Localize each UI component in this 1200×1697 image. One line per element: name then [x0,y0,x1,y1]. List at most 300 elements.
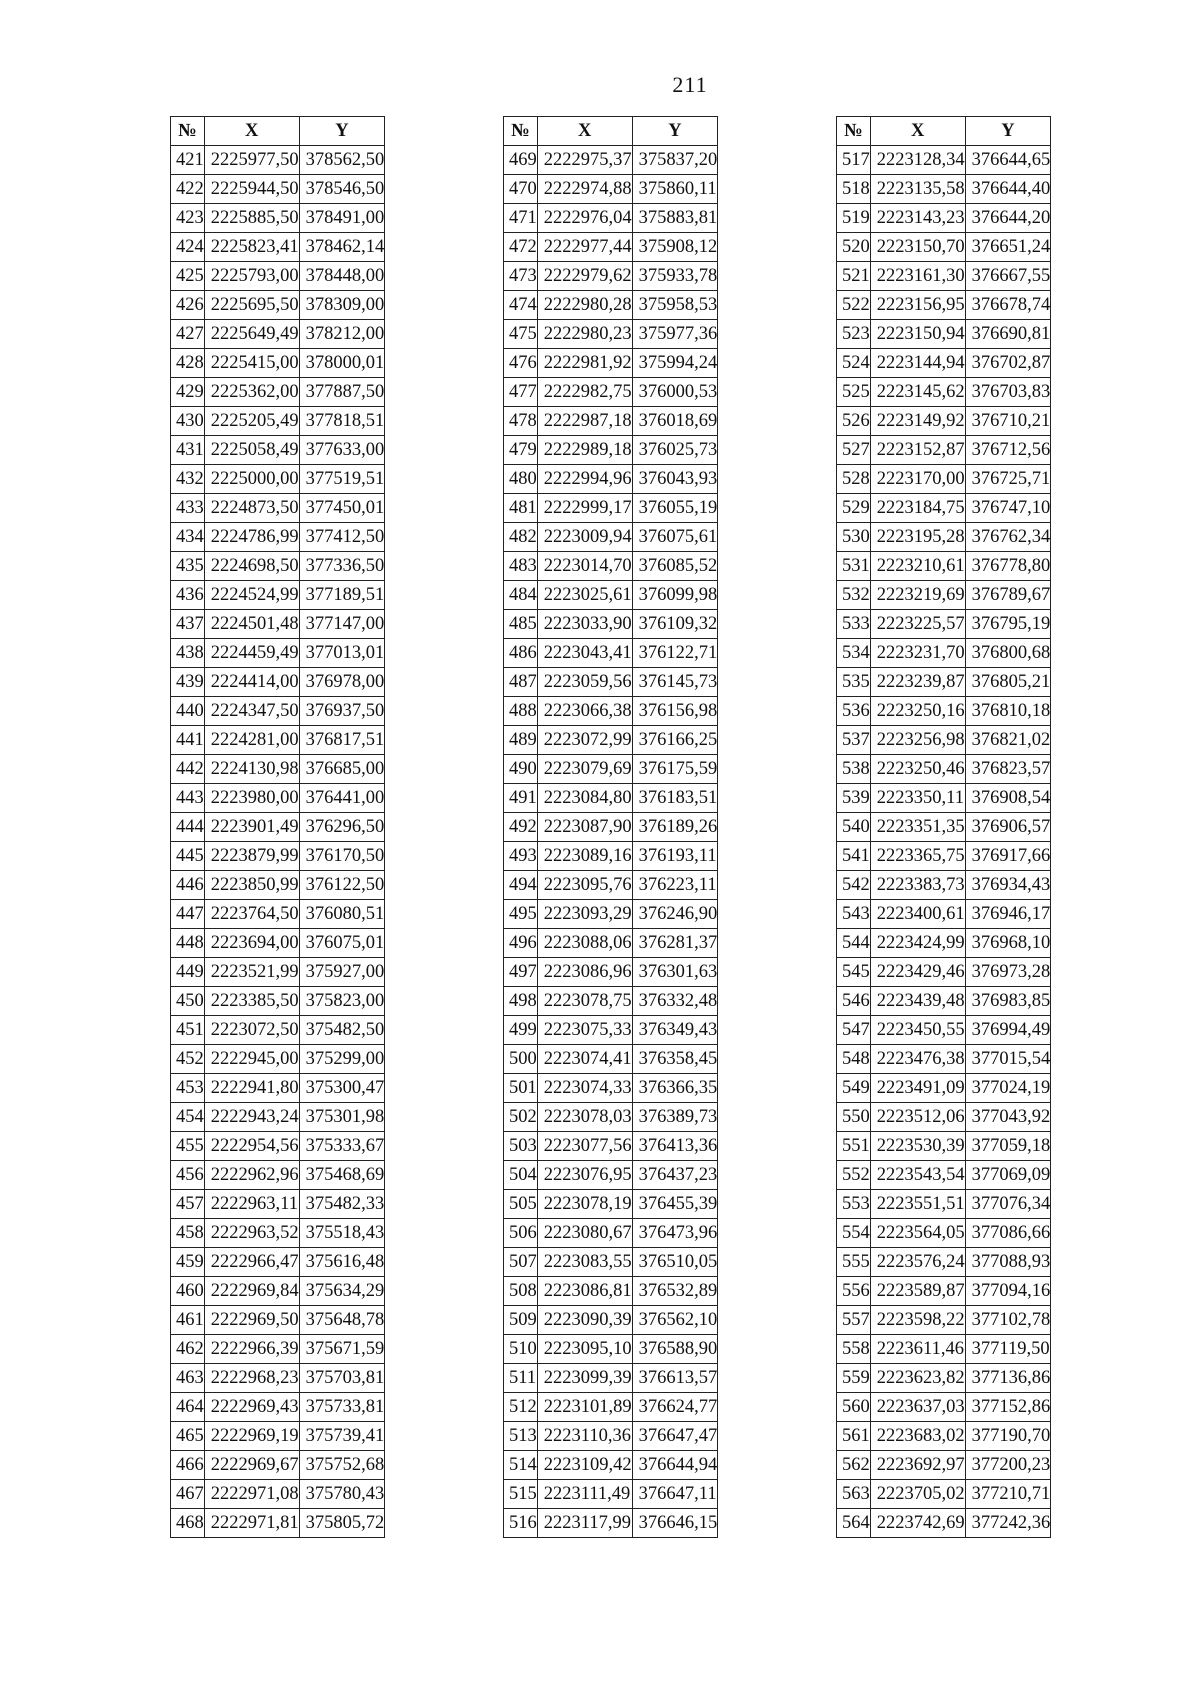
point-number: 531 [837,552,871,581]
y-coordinate: 376000,53 [632,378,718,407]
y-coordinate: 376817,51 [299,726,385,755]
y-coordinate: 376934,43 [965,871,1051,900]
point-number: 556 [837,1277,871,1306]
x-coordinate: 2223080,67 [537,1219,632,1248]
y-coordinate: 376055,19 [632,494,718,523]
y-coordinate: 376246,90 [632,900,718,929]
x-coordinate: 2223429,46 [870,958,965,987]
point-number: 545 [837,958,871,987]
table-row [171,1480,385,1509]
table-row [837,784,1051,813]
x-coordinate: 2223742,69 [870,1509,965,1538]
x-coordinate: 2223980,00 [204,784,299,813]
table-row [504,204,718,233]
table-row [837,929,1051,958]
point-number: 502 [504,1103,538,1132]
x-coordinate: 2225649,49 [204,320,299,349]
y-coordinate: 376800,68 [965,639,1051,668]
point-number: 504 [504,1161,538,1190]
x-coordinate: 2222969,43 [204,1393,299,1422]
x-coordinate: 2222981,92 [537,349,632,378]
y-coordinate: 378448,00 [299,262,385,291]
y-coordinate: 376946,17 [965,900,1051,929]
x-coordinate: 2223225,57 [870,610,965,639]
y-coordinate: 376646,15 [632,1509,718,1538]
x-coordinate: 2225415,00 [204,349,299,378]
point-number: 425 [171,262,205,291]
y-coordinate: 378000,01 [299,349,385,378]
x-coordinate: 2222971,81 [204,1509,299,1538]
table-row [504,813,718,842]
point-number: 447 [171,900,205,929]
table-row [171,1306,385,1335]
x-coordinate: 2225944,50 [204,175,299,204]
table-row [837,1219,1051,1248]
point-number: 549 [837,1074,871,1103]
point-number: 479 [504,436,538,465]
x-coordinate: 2225362,00 [204,378,299,407]
y-coordinate: 378546,50 [299,175,385,204]
table-row [171,726,385,755]
point-number: 460 [171,1277,205,1306]
y-coordinate: 376703,83 [965,378,1051,407]
table-row [504,1422,718,1451]
x-coordinate: 2223195,28 [870,523,965,552]
y-coordinate: 376099,98 [632,581,718,610]
table-row [171,552,385,581]
x-coordinate: 2223184,75 [870,494,965,523]
page-number: 211 [672,72,708,97]
y-coordinate: 375733,81 [299,1393,385,1422]
table-row [171,1190,385,1219]
coordinate-table-2 [503,116,718,1538]
table-row [837,987,1051,1016]
y-coordinate: 375616,48 [299,1248,385,1277]
point-number: 539 [837,784,871,813]
x-coordinate: 2222945,00 [204,1045,299,1074]
x-coordinate: 2223256,98 [870,726,965,755]
x-coordinate: 2225977,50 [204,146,299,175]
table-row [171,1422,385,1451]
table-row [504,407,718,436]
point-number: 516 [504,1509,538,1538]
x-coordinate: 2223077,56 [537,1132,632,1161]
x-coordinate: 2224786,99 [204,523,299,552]
table-row [837,1190,1051,1219]
y-coordinate: 376725,71 [965,465,1051,494]
x-coordinate: 2223576,24 [870,1248,965,1277]
table-row [504,581,718,610]
point-number: 436 [171,581,205,610]
point-number: 560 [837,1393,871,1422]
point-number: 467 [171,1480,205,1509]
table-row [837,262,1051,291]
table-row [837,697,1051,726]
x-coordinate: 2223025,61 [537,581,632,610]
point-number: 486 [504,639,538,668]
x-coordinate: 2223694,00 [204,929,299,958]
y-coordinate: 375482,50 [299,1016,385,1045]
x-coordinate: 2225058,49 [204,436,299,465]
point-number: 520 [837,233,871,262]
x-coordinate: 2223239,87 [870,668,965,697]
header-x: X [204,117,299,146]
x-coordinate: 2223149,92 [870,407,965,436]
table-row [171,668,385,697]
y-coordinate: 377102,78 [965,1306,1051,1335]
y-coordinate: 376762,34 [965,523,1051,552]
point-number: 422 [171,175,205,204]
coordinate-table-1 [170,116,385,1538]
point-number: 428 [171,349,205,378]
x-coordinate: 2223086,81 [537,1277,632,1306]
x-coordinate: 2223083,55 [537,1248,632,1277]
point-number: 536 [837,697,871,726]
x-coordinate: 2222954,56 [204,1132,299,1161]
table-row [504,1393,718,1422]
x-coordinate: 2222977,44 [537,233,632,262]
x-coordinate: 2225695,50 [204,291,299,320]
x-coordinate: 2222969,84 [204,1277,299,1306]
table-row [504,1335,718,1364]
point-number: 474 [504,291,538,320]
point-number: 463 [171,1364,205,1393]
x-coordinate: 2223135,58 [870,175,965,204]
point-number: 440 [171,697,205,726]
x-coordinate: 2223078,03 [537,1103,632,1132]
table-row [837,175,1051,204]
y-coordinate: 377024,19 [965,1074,1051,1103]
x-coordinate: 2222982,75 [537,378,632,407]
table-row [171,436,385,465]
y-coordinate: 376080,51 [299,900,385,929]
x-coordinate: 2223219,69 [870,581,965,610]
x-coordinate: 2223095,10 [537,1335,632,1364]
table-row [837,1103,1051,1132]
table-row [171,1364,385,1393]
point-number: 554 [837,1219,871,1248]
table-row [171,233,385,262]
table-row [171,842,385,871]
x-coordinate: 2222963,11 [204,1190,299,1219]
table-row [837,233,1051,262]
point-number: 485 [504,610,538,639]
table-row [837,755,1051,784]
x-coordinate: 2223066,38 [537,697,632,726]
y-coordinate: 376413,36 [632,1132,718,1161]
x-coordinate: 2223611,46 [870,1335,965,1364]
y-coordinate: 376906,57 [965,813,1051,842]
y-coordinate: 376122,71 [632,639,718,668]
table-row [837,639,1051,668]
x-coordinate: 2222999,17 [537,494,632,523]
x-coordinate: 2223351,35 [870,813,965,842]
table-row [837,1306,1051,1335]
x-coordinate: 2224281,00 [204,726,299,755]
point-number: 441 [171,726,205,755]
x-coordinate: 2225793,00 [204,262,299,291]
y-coordinate: 376170,50 [299,842,385,871]
point-number: 476 [504,349,538,378]
point-number: 462 [171,1335,205,1364]
y-coordinate: 376667,55 [965,262,1051,291]
table-row [504,523,718,552]
point-number: 526 [837,407,871,436]
point-number: 508 [504,1277,538,1306]
y-coordinate: 375927,00 [299,958,385,987]
table-row [504,1451,718,1480]
table-row [171,1045,385,1074]
y-coordinate: 376647,47 [632,1422,718,1451]
table-row [504,378,718,407]
point-number: 471 [504,204,538,233]
point-number: 512 [504,1393,538,1422]
point-number: 466 [171,1451,205,1480]
x-coordinate: 2223543,54 [870,1161,965,1190]
y-coordinate: 375837,20 [632,146,718,175]
x-coordinate: 2223250,16 [870,697,965,726]
x-coordinate: 2222962,96 [204,1161,299,1190]
table-row [171,204,385,233]
x-coordinate: 2223043,41 [537,639,632,668]
point-number: 537 [837,726,871,755]
point-number: 546 [837,987,871,1016]
point-number: 465 [171,1422,205,1451]
x-coordinate: 2223491,09 [870,1074,965,1103]
y-coordinate: 377152,86 [965,1393,1051,1422]
y-coordinate: 376175,59 [632,755,718,784]
y-coordinate: 377887,50 [299,378,385,407]
point-number: 490 [504,755,538,784]
point-number: 454 [171,1103,205,1132]
point-number: 421 [171,146,205,175]
x-coordinate: 2223111,49 [537,1480,632,1509]
point-number: 511 [504,1364,538,1393]
point-number: 443 [171,784,205,813]
point-number: 439 [171,668,205,697]
point-number: 544 [837,929,871,958]
y-coordinate: 376702,87 [965,349,1051,378]
table-row [171,378,385,407]
table-row [837,1480,1051,1509]
point-number: 495 [504,900,538,929]
point-number: 538 [837,755,871,784]
table-row [504,1364,718,1393]
y-coordinate: 377190,70 [965,1422,1051,1451]
point-number: 548 [837,1045,871,1074]
table-row [171,1509,385,1538]
point-number: 482 [504,523,538,552]
y-coordinate: 376937,50 [299,697,385,726]
table-row [171,1016,385,1045]
y-coordinate: 375518,43 [299,1219,385,1248]
point-number: 435 [171,552,205,581]
table-row [504,697,718,726]
point-number: 524 [837,349,871,378]
table-row [837,1016,1051,1045]
point-number: 489 [504,726,538,755]
y-coordinate: 375333,67 [299,1132,385,1161]
x-coordinate: 2224501,48 [204,610,299,639]
table-row [504,262,718,291]
x-coordinate: 2223109,42 [537,1451,632,1480]
y-coordinate: 376366,35 [632,1074,718,1103]
table-row [504,233,718,262]
x-coordinate: 2223705,02 [870,1480,965,1509]
x-coordinate: 2223637,03 [870,1393,965,1422]
header-y: Y [299,117,385,146]
point-number: 527 [837,436,871,465]
y-coordinate: 375300,47 [299,1074,385,1103]
table-row [504,1306,718,1335]
table-row [171,1393,385,1422]
x-coordinate: 2223250,46 [870,755,965,784]
y-coordinate: 377076,34 [965,1190,1051,1219]
x-coordinate: 2223014,70 [537,552,632,581]
table-row [171,1248,385,1277]
y-coordinate: 377059,18 [965,1132,1051,1161]
point-number: 552 [837,1161,871,1190]
y-coordinate: 376823,57 [965,755,1051,784]
x-coordinate: 2223850,99 [204,871,299,900]
x-coordinate: 2223078,75 [537,987,632,1016]
x-coordinate: 2222980,28 [537,291,632,320]
y-coordinate: 377147,00 [299,610,385,639]
y-coordinate: 377242,36 [965,1509,1051,1538]
x-coordinate: 2222979,62 [537,262,632,291]
y-coordinate: 377088,93 [965,1248,1051,1277]
x-coordinate: 2224524,99 [204,581,299,610]
x-coordinate: 2222963,52 [204,1219,299,1248]
y-coordinate: 377189,51 [299,581,385,610]
point-number: 446 [171,871,205,900]
point-number: 505 [504,1190,538,1219]
point-number: 470 [504,175,538,204]
table-row [171,523,385,552]
y-coordinate: 377015,54 [965,1045,1051,1074]
y-coordinate: 376301,63 [632,958,718,987]
y-coordinate: 376908,54 [965,784,1051,813]
point-number: 469 [504,146,538,175]
y-coordinate: 376562,10 [632,1306,718,1335]
x-coordinate: 2223009,94 [537,523,632,552]
x-coordinate: 2222968,23 [204,1364,299,1393]
y-coordinate: 377210,71 [965,1480,1051,1509]
y-coordinate: 376085,52 [632,552,718,581]
point-number: 496 [504,929,538,958]
table-row [504,1074,718,1103]
table-row [837,610,1051,639]
y-coordinate: 376358,45 [632,1045,718,1074]
point-number: 564 [837,1509,871,1538]
table-row [837,291,1051,320]
table-row [171,639,385,668]
table-row [171,465,385,494]
y-coordinate: 377136,86 [965,1364,1051,1393]
table-row [504,436,718,465]
y-coordinate: 375752,68 [299,1451,385,1480]
y-coordinate: 376223,11 [632,871,718,900]
y-coordinate: 376810,18 [965,697,1051,726]
x-coordinate: 2224459,49 [204,639,299,668]
table-row [837,842,1051,871]
point-number: 557 [837,1306,871,1335]
y-coordinate: 376795,19 [965,610,1051,639]
x-coordinate: 2222974,88 [537,175,632,204]
point-number: 529 [837,494,871,523]
x-coordinate: 2223059,56 [537,668,632,697]
y-coordinate: 376994,49 [965,1016,1051,1045]
table-row [504,1277,718,1306]
table-row [837,958,1051,987]
point-number: 500 [504,1045,538,1074]
point-number: 448 [171,929,205,958]
table-row [504,1132,718,1161]
y-coordinate: 375739,41 [299,1422,385,1451]
y-coordinate: 376156,98 [632,697,718,726]
x-coordinate: 2223110,36 [537,1422,632,1451]
table-row [504,175,718,204]
table-row [837,378,1051,407]
x-coordinate: 2223079,69 [537,755,632,784]
y-coordinate: 376281,37 [632,929,718,958]
y-coordinate: 378212,00 [299,320,385,349]
x-coordinate: 2223450,55 [870,1016,965,1045]
x-coordinate: 2222943,24 [204,1103,299,1132]
table-row [171,1335,385,1364]
point-number: 494 [504,871,538,900]
table-row [171,1277,385,1306]
point-number: 515 [504,1480,538,1509]
point-number: 559 [837,1364,871,1393]
table-row [504,668,718,697]
y-coordinate: 375634,29 [299,1277,385,1306]
table-row [837,1248,1051,1277]
table-row [837,1045,1051,1074]
point-number: 519 [837,204,871,233]
y-coordinate: 375958,53 [632,291,718,320]
y-coordinate: 375671,59 [299,1335,385,1364]
y-coordinate: 376978,00 [299,668,385,697]
table-row [837,900,1051,929]
x-coordinate: 2223152,87 [870,436,965,465]
point-number: 458 [171,1219,205,1248]
table-row [171,900,385,929]
x-coordinate: 2223117,99 [537,1509,632,1538]
point-number: 455 [171,1132,205,1161]
table-row [171,349,385,378]
point-number: 509 [504,1306,538,1335]
x-coordinate: 2223400,61 [870,900,965,929]
y-coordinate: 375703,81 [299,1364,385,1393]
x-coordinate: 2223033,90 [537,610,632,639]
point-number: 451 [171,1016,205,1045]
y-coordinate: 375780,43 [299,1480,385,1509]
table-row [171,262,385,291]
table-row [171,1074,385,1103]
point-number: 456 [171,1161,205,1190]
y-coordinate: 376747,10 [965,494,1051,523]
point-number: 449 [171,958,205,987]
table-row [837,581,1051,610]
table-row [837,1074,1051,1103]
point-number: 491 [504,784,538,813]
x-coordinate: 2223075,33 [537,1016,632,1045]
table-row [504,146,718,175]
y-coordinate: 376389,73 [632,1103,718,1132]
x-coordinate: 2223072,99 [537,726,632,755]
y-coordinate: 378462,14 [299,233,385,262]
